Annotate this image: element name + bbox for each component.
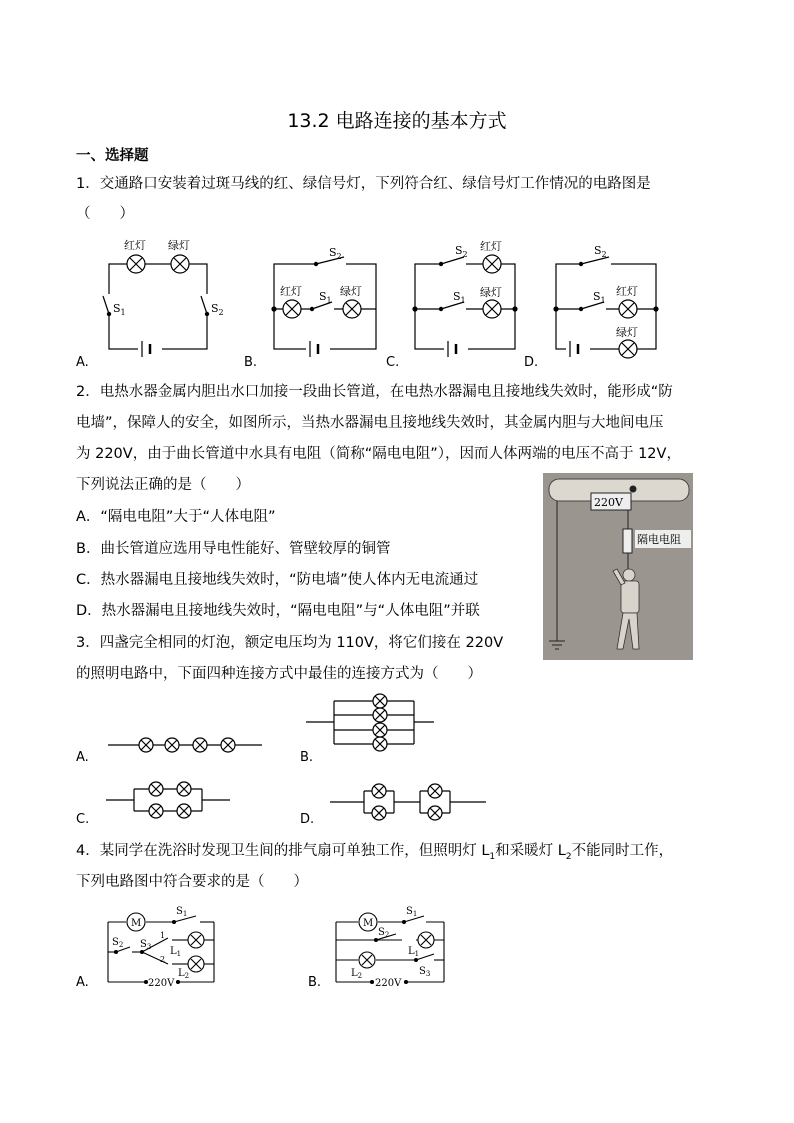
q3-c-lamp: [149, 804, 163, 818]
q3-a-lamp: [221, 738, 235, 752]
q3-d-lamp: [428, 806, 442, 820]
q3-a-lamp: [139, 738, 153, 752]
q1-b-green-label: 绿灯: [340, 285, 362, 298]
q1-c-s1-label: $S_1$: [453, 290, 466, 305]
q1-c-red-lamp: [483, 255, 501, 273]
q4-a-lamp-l2: [188, 956, 204, 972]
photo-voltage-label: 220V: [594, 496, 623, 509]
q4-circuit-diagrams: [96, 902, 476, 1002]
q4-b-lamp-l2: [359, 952, 375, 968]
q2-stem-line2: 电墙”，保障人的安全，如图所示，当热水器漏电且接地线失效时，其金属内胆与大地间电压: [76, 415, 664, 431]
q3-option-a: A.: [76, 750, 89, 765]
q4-b-motor-label: M: [363, 918, 374, 929]
q4-option-b: B.: [308, 975, 322, 990]
q3-b-lamp: [373, 723, 387, 737]
q1-d-green-label: 绿灯: [616, 326, 638, 339]
q1-a-s2-label: $S_2$: [211, 302, 224, 317]
q3-a-lamp: [193, 738, 207, 752]
q1-b-s2-label: $S_2$: [329, 246, 342, 261]
q1-c-red-label: 红灯: [480, 240, 502, 253]
q1-option-a: A.: [76, 355, 89, 370]
q1-b-s1-label: $S_1$: [319, 290, 332, 305]
photo-resistor-label: 隔电电阻: [637, 533, 681, 546]
q1-d-red-lamp: [619, 300, 637, 318]
page-title: 13.2 电路连接的基本方式: [287, 110, 507, 132]
q1-a-green-label: 绿灯: [168, 239, 190, 252]
q1-option-d: D.: [524, 355, 539, 370]
q1-option-b: B.: [244, 355, 258, 370]
q3-a-lamp: [165, 738, 179, 752]
q1-a-s1-label: $S_1$: [113, 302, 126, 317]
q1-c-green-lamp: [483, 300, 501, 318]
q1-b-red-lamp: [283, 300, 301, 318]
q4-stem-line1: 4．某同学在洗浴时发现卫生间的排气扇可单独工作，但照明灯 $L_1$和采暖灯 $L_2$不能同时工作，: [76, 843, 674, 862]
q3-lamp-diagrams: [96, 690, 496, 830]
q1-a-green-lamp: [171, 255, 189, 273]
q3-b-lamp: [373, 694, 387, 708]
q1-a-red-lamp: [127, 255, 145, 273]
q1-d-red-label: 红灯: [616, 285, 638, 298]
q2-option-b: B．曲长管道应选用导电性能好、管壁较厚的铜管: [76, 541, 391, 557]
q1-stem-line1: 1．交通路口安装着过斑马线的红、绿信号灯，下列符合红、绿信号灯工作情况的电路图是: [76, 176, 651, 192]
svg-text:S1: $S_1$: [176, 906, 188, 918]
svg-text:2: 2: [160, 955, 166, 964]
svg-text:L2: $L_2$: [178, 968, 190, 980]
q4-stem-line2: 下列电路图中符合要求的是（ ）: [76, 874, 308, 890]
q1-d-s2-label: $S_2$: [594, 244, 607, 259]
svg-text:S3: $S_3$: [419, 966, 431, 978]
svg-text:L2: $L_2$: [351, 968, 363, 980]
q3-c-lamp: [149, 782, 163, 796]
q1-stem-line2: （ ）: [76, 206, 134, 222]
q3-option-b: B.: [300, 750, 314, 765]
q1-circuit-diagrams: [76, 236, 676, 366]
q3-stem-line1: 3．四盏完全相同的灯泡，额定电压均为 110V，将它们接在 220V: [76, 635, 504, 651]
q1-b-green-lamp: [343, 300, 361, 318]
q1-d-s1-label: $S_1$: [593, 290, 606, 305]
q4-a-voltage-label: 220V: [148, 978, 175, 989]
q4-b-lamp-l1: [418, 932, 434, 948]
svg-text:S2: $S_2$: [112, 937, 124, 949]
q3-option-d: D.: [300, 812, 315, 827]
q1-c-green-label: 绿灯: [480, 286, 502, 299]
q3-option-c: C.: [76, 812, 90, 827]
q1-a-red-label: 红灯: [124, 239, 146, 252]
svg-text:L1: $L_1$: [408, 946, 420, 958]
q4-b-voltage-label: 220V: [375, 978, 402, 989]
svg-text:S3: $S_3$: [140, 939, 152, 951]
q4-a-lamp-l1: [188, 932, 204, 948]
q2-option-c: C．热水器漏电且接地线失效时，“防电墙”使人体内无电流通过: [76, 572, 479, 588]
q3-c-lamp: [177, 804, 191, 818]
q2-option-a: A．“隔电电阻”大于“人体电阻”: [76, 509, 276, 525]
svg-text:1: 1: [160, 931, 166, 940]
q1-c-s2-label: $S_2$: [455, 244, 468, 259]
resistor-symbol: [623, 529, 632, 553]
q1-a-loop: [109, 264, 207, 349]
q3-b-lamp: [373, 708, 387, 722]
section-heading: 一、选择题: [76, 148, 149, 164]
q1-d-green-lamp: [619, 340, 637, 358]
q2-stem-line4: 下列说法正确的是（ ）: [76, 477, 250, 493]
q3-b-lamp: [373, 737, 387, 751]
svg-text:S1: $S_1$: [406, 906, 418, 918]
q1-b-red-label: 红灯: [280, 285, 302, 298]
q2-stem-line1: 2．电热水器金属内胆出水口加接一段曲长管道，在电热水器漏电且接地线失效时，能形成“防: [76, 384, 673, 400]
q1-option-c: C.: [386, 355, 400, 370]
q3-d-lamp: [372, 806, 386, 820]
q2-stem-line3: 为 220V，由于曲长管道中水具有电阻（简称“隔电电阻”），因而人体两端的电压不高于 12V，: [76, 446, 681, 462]
q4-option-a: A.: [76, 975, 89, 990]
q3-d-lamp: [428, 784, 442, 798]
q4-a-motor-label: M: [131, 918, 142, 929]
q3-d-lamp: [372, 784, 386, 798]
q3-stem-line2: 的照明电路中，下面四种连接方式中最佳的连接方式为（ ）: [76, 666, 482, 682]
svg-text:L1: $L_1$: [170, 946, 182, 958]
q3-c-lamp: [177, 782, 191, 796]
svg-text:S2: $S_2$: [378, 927, 390, 939]
water-heater-photo: [543, 473, 693, 660]
q2-option-d: D．热水器漏电且接地线失效时，“隔电电阻”与“人体电阻”并联: [76, 603, 480, 619]
